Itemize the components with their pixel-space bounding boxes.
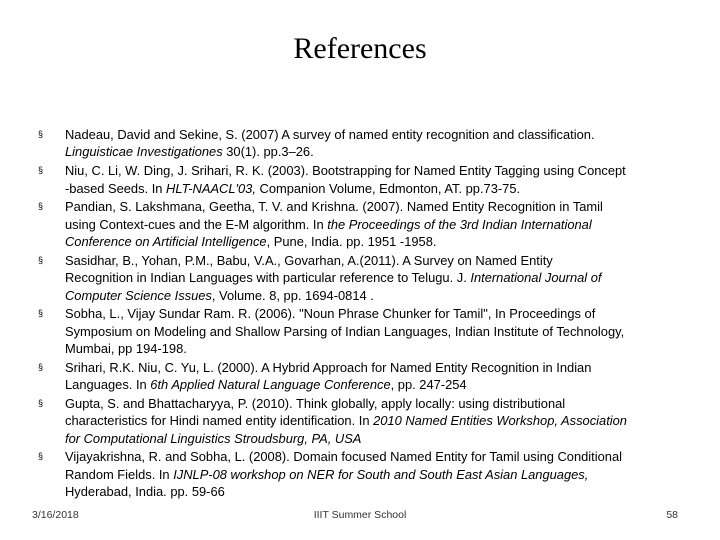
reference-item	[36, 305, 676, 357]
reference-text: Vijayakrishna, R. and Sobha, L. (2008). Domain focused Named Entity for Tamil using Conditional	[65, 449, 622, 465]
reference-italic-text: the Proceedings of the 3rd Indian International	[327, 216, 592, 232]
reference-text: Sasidhar, B., Yohan, P.M., Babu, V.A., Govarhan, A.(2011). A Survey on Named Entity	[65, 252, 553, 268]
reference-italic-text: Computer Science Issues	[65, 287, 212, 303]
page-number: 58	[666, 509, 678, 521]
reference-line	[65, 340, 676, 357]
bullet-icon: §	[38, 308, 44, 319]
reference-line	[65, 323, 676, 340]
footer-title: IIIT Summer School	[313, 509, 407, 521]
reference-text: -based Seeds. In	[65, 180, 167, 196]
reference-text: Symposium on Modeling and Shallow Parsing of Indian Languages, Indian Institute of Technology,	[65, 323, 625, 339]
reference-text: Niu, C. Li, W. Ding, J. Srihari, R. K. (2003). Bootstrapping for Named Entity Tagging using Concept	[65, 163, 626, 179]
reference-item	[36, 126, 676, 161]
reference-line	[65, 466, 676, 483]
bullet-icon: §	[38, 129, 44, 139]
reference-italic-text: 2010 Named Entities Workshop, Association	[373, 413, 627, 429]
reference-text: characteristics for Hindi named entity identification. In	[65, 413, 374, 429]
slide-title: References	[293, 32, 427, 65]
reference-line	[65, 395, 676, 412]
bullet-icon: §	[38, 451, 44, 462]
reference-item	[36, 198, 676, 250]
reference-text: Random Fields. In	[65, 466, 174, 482]
reference-line	[65, 233, 676, 250]
reference-item	[36, 162, 676, 197]
bullet-icon: §	[38, 165, 44, 176]
reference-line	[65, 430, 676, 447]
reference-list	[36, 126, 676, 502]
reference-italic-text: International Journal of	[470, 270, 602, 286]
reference-line	[65, 180, 676, 197]
reference-italic-text: 6th Applied Natural Language Conference	[150, 377, 391, 393]
reference-line	[65, 269, 676, 286]
reference-text: Languages. In	[65, 377, 151, 393]
reference-line	[65, 252, 676, 269]
reference-text: , pp. 247-254	[390, 377, 467, 393]
reference-text: Companion Volume, Edmonton, AT. pp.73-75.	[255, 180, 521, 196]
reference-italic-text: Conference on Artificial Intelligence	[65, 234, 267, 250]
reference-text: Gupta, S. and Bhattacharyya, P. (2010). Think globally, apply locally: using distributional	[65, 395, 566, 411]
reference-line	[65, 143, 676, 160]
reference-text: Nadeau, David and Sekine, S. (2007) A survey of named entity recognition and classification.	[65, 127, 595, 142]
reference-italic-text: HLT-NAACL'03,	[166, 180, 256, 196]
reference-line	[65, 198, 676, 215]
reference-line	[65, 359, 676, 376]
reference-text: Mumbai, pp 194-198.	[65, 341, 187, 357]
reference-line	[65, 376, 676, 393]
bullet-icon: §	[38, 397, 44, 408]
bullet-icon: §	[38, 361, 44, 372]
reference-text: , Pune, India. pp. 1951 -1958.	[266, 234, 437, 250]
reference-line	[65, 305, 676, 322]
footer-date: 3/16/2018	[32, 509, 79, 521]
reference-text: 30(1). pp.3–26.	[222, 144, 314, 160]
reference-line	[65, 126, 676, 143]
reference-line	[65, 287, 676, 304]
reference-item	[36, 359, 676, 394]
reference-italic-text: for Computational Linguistics Stroudsburg, PA, USA	[65, 430, 362, 446]
reference-line	[65, 162, 676, 179]
reference-italic-text: Linguisticae Investigationes	[65, 144, 223, 160]
reference-line	[65, 448, 676, 465]
reference-text: , Volume. 8, pp. 1694-0814 .	[211, 287, 374, 303]
reference-text: Pandian, S. Lakshmana, Geetha, T. V. and Krishna. (2007). Named Entity Recognition in Tamil	[65, 199, 603, 215]
reference-line	[65, 412, 676, 429]
reference-text: Sobha, L., Vijay Sundar Ram. R. (2006). "Noun Phrase Chunker for Tamil", In Proceedings of	[65, 306, 596, 322]
bullet-icon: §	[38, 254, 44, 265]
reference-item	[36, 395, 676, 447]
reference-item	[36, 448, 676, 500]
reference-text: Hyderabad, India. pp. 59-66	[65, 484, 225, 500]
reference-text: Recognition in Indian Languages with particular reference to Telugu. J.	[65, 270, 471, 286]
reference-line	[65, 216, 676, 233]
reference-text: Srihari, R.K. Niu, C. Yu, L. (2000). A Hybrid Approach for Named Entity Recognition in Indian	[65, 359, 592, 375]
reference-line	[65, 483, 676, 500]
bullet-icon: §	[38, 201, 44, 212]
reference-italic-text: IJNLP-08 workshop on NER for South and South East Asian Languages,	[173, 466, 589, 482]
reference-item	[36, 252, 676, 304]
reference-text: using Context-cues and the E-M algorithm. In	[65, 216, 328, 232]
